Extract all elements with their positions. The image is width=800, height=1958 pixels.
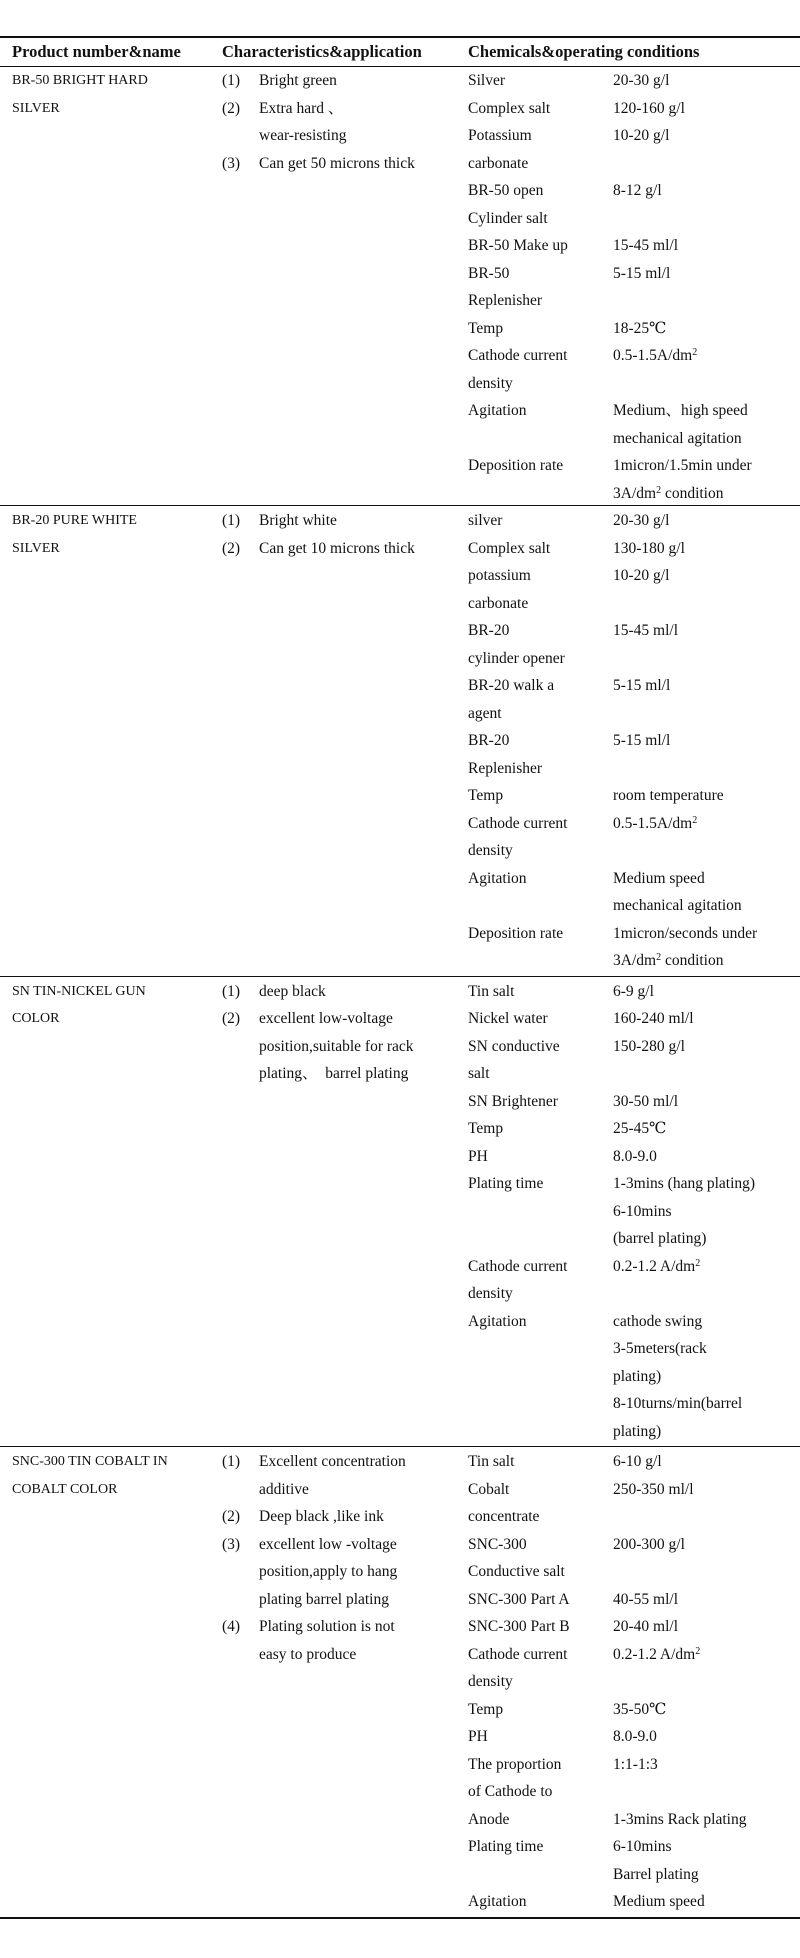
condition-value: 18-25℃ bbox=[613, 320, 667, 337]
chemical-label: BR-20 bbox=[468, 622, 510, 639]
feature-text: excellent low -voltage bbox=[259, 1536, 397, 1553]
chemical-label: BR-50 open bbox=[468, 182, 544, 199]
condition-value: 130-180 g/l bbox=[613, 540, 685, 557]
feature-number: (2) bbox=[222, 100, 241, 117]
condition-value: $3A/dm^2$ condition bbox=[613, 952, 724, 969]
condition-value: 120-160 g/l bbox=[613, 100, 685, 117]
feature-text: position,apply to hang bbox=[259, 1563, 398, 1580]
condition-value: Medium、high speed bbox=[613, 402, 748, 419]
chemical-label: Agitation bbox=[468, 870, 527, 887]
header-chemicals: Chemicals&operating conditions bbox=[468, 42, 700, 61]
condition-value: 6-9 g/l bbox=[613, 983, 654, 1000]
condition-value: 1:1-1:3 bbox=[613, 1756, 658, 1773]
chemical-label: Replenisher bbox=[468, 760, 543, 777]
condition-value: 200-300 g/l bbox=[613, 1536, 685, 1553]
condition-value: 8-10turns/min(barrel bbox=[613, 1395, 743, 1412]
product-name-line2: SILVER bbox=[12, 541, 60, 556]
feature-text: plating、 barrel plating bbox=[259, 1065, 409, 1082]
chemical-label: Plating time bbox=[468, 1175, 544, 1192]
chemical-label: density bbox=[468, 842, 513, 859]
chemical-label: density bbox=[468, 1285, 513, 1302]
chemical-label: SNC-300 Part A bbox=[468, 1591, 570, 1608]
chemical-label: Cathode current bbox=[468, 815, 568, 832]
chemical-label: Cylinder salt bbox=[468, 210, 548, 227]
chemical-label: Tin salt bbox=[468, 983, 515, 1000]
feature-number: (1) bbox=[222, 1453, 241, 1470]
condition-value: $0.5-1.5A/dm^2$ bbox=[613, 347, 698, 364]
feature-text: Extra hard 、 bbox=[259, 100, 344, 117]
condition-value: 25-45℃ bbox=[613, 1120, 667, 1137]
feature-text: Deep black ,like ink bbox=[259, 1508, 384, 1525]
header-characteristics: Characteristics&application bbox=[222, 42, 422, 61]
condition-value: Barrel plating bbox=[613, 1866, 699, 1883]
condition-value: plating) bbox=[613, 1368, 662, 1385]
product-name: BR-50 BRIGHT HARD bbox=[12, 73, 148, 88]
feature-number: (2) bbox=[222, 1010, 241, 1027]
chemical-label: carbonate bbox=[468, 155, 529, 172]
chemical-label: density bbox=[468, 1673, 513, 1690]
header-divider bbox=[0, 66, 800, 67]
feature-text: position,suitable for rack bbox=[259, 1038, 414, 1055]
condition-value: 10-20 g/l bbox=[613, 567, 670, 584]
condition-value: mechanical agitation bbox=[613, 897, 742, 914]
chemical-label: Conductive salt bbox=[468, 1563, 565, 1580]
chemical-label: Tin salt bbox=[468, 1453, 515, 1470]
bottom-border bbox=[0, 1917, 800, 1919]
chemical-label: potassium bbox=[468, 567, 531, 584]
feature-text: excellent low-voltage bbox=[259, 1010, 393, 1027]
condition-value: 8.0-9.0 bbox=[613, 1728, 657, 1745]
chemical-label: Agitation bbox=[468, 1313, 527, 1330]
chemical-label: Nickel water bbox=[468, 1010, 548, 1027]
chemical-label: Complex salt bbox=[468, 540, 551, 557]
chemical-label: density bbox=[468, 375, 513, 392]
condition-value: 5-15 ml/l bbox=[613, 677, 671, 694]
condition-value: 5-15 ml/l bbox=[613, 732, 671, 749]
condition-value: 20-30 g/l bbox=[613, 72, 670, 89]
row-divider-1 bbox=[0, 505, 800, 506]
feature-text: Bright green bbox=[259, 72, 337, 89]
chemical-label: Agitation bbox=[468, 402, 527, 419]
condition-value: Medium speed bbox=[613, 870, 705, 887]
chemical-label: PH bbox=[468, 1728, 488, 1745]
condition-value: Medium speed bbox=[613, 1893, 705, 1910]
condition-value: 35-50℃ bbox=[613, 1701, 667, 1718]
condition-value: 0.2-1.2 $A/dm^2$ bbox=[613, 1258, 701, 1275]
condition-value: 10-20 g/l bbox=[613, 127, 670, 144]
chemical-label: Cobalt bbox=[468, 1481, 510, 1498]
condition-value: 8.0-9.0 bbox=[613, 1148, 657, 1165]
feature-text: Can get 10 microns thick bbox=[259, 540, 415, 557]
condition-value: 1-3mins (hang plating) bbox=[613, 1175, 756, 1192]
chemical-label: BR-20 walk a bbox=[468, 677, 555, 694]
product-name: BR-20 PURE WHITE bbox=[12, 513, 137, 528]
chemical-label: Agitation bbox=[468, 1893, 527, 1910]
chemical-label: Deposition rate bbox=[468, 457, 564, 474]
condition-value: mechanical agitation bbox=[613, 430, 742, 447]
condition-value: $0.5-1.5A/dm^2$ bbox=[613, 815, 698, 832]
condition-value: 250-350 ml/l bbox=[613, 1481, 694, 1498]
condition-value: 20-40 ml/l bbox=[613, 1618, 679, 1635]
condition-value: $3A/dm^2$ condition bbox=[613, 485, 724, 502]
feature-text: deep black bbox=[259, 983, 326, 1000]
chemical-label: Cathode current bbox=[468, 1258, 568, 1275]
condition-value: 15-45 ml/l bbox=[613, 237, 679, 254]
chemical-label: Temp bbox=[468, 1701, 504, 1718]
feature-number: (3) bbox=[222, 1536, 241, 1553]
condition-value: 3-5meters(rack bbox=[613, 1340, 707, 1357]
condition-value: 6-10mins bbox=[613, 1203, 672, 1220]
chemical-label: Anode bbox=[468, 1811, 510, 1828]
chemical-label: salt bbox=[468, 1065, 490, 1082]
feature-text: Excellent concentration bbox=[259, 1453, 406, 1470]
condition-value: 150-280 g/l bbox=[613, 1038, 685, 1055]
chemical-label: of Cathode to bbox=[468, 1783, 553, 1800]
feature-number: (3) bbox=[222, 155, 241, 172]
condition-value: 30-50 ml/l bbox=[613, 1093, 679, 1110]
condition-value: 1micron/seconds under bbox=[613, 925, 758, 942]
condition-value: plating) bbox=[613, 1423, 662, 1440]
chemical-label: BR-50 Make up bbox=[468, 237, 568, 254]
feature-text: additive bbox=[259, 1481, 309, 1498]
chemical-label: Cathode current bbox=[468, 347, 568, 364]
header-product: Product number&name bbox=[12, 42, 181, 61]
condition-value: 160-240 ml/l bbox=[613, 1010, 694, 1027]
condition-value: 40-55 ml/l bbox=[613, 1591, 679, 1608]
condition-value: 20-30 g/l bbox=[613, 512, 670, 529]
condition-value: 1micron/1.5min under bbox=[613, 457, 752, 474]
feature-text: wear-resisting bbox=[259, 127, 347, 144]
product-name: SNC-300 TIN COBALT IN bbox=[12, 1454, 168, 1469]
chemical-label: SNC-300 bbox=[468, 1536, 527, 1553]
product-name-line2: SILVER bbox=[12, 101, 60, 116]
chemical-label: SNC-300 Part B bbox=[468, 1618, 570, 1635]
row-divider-2 bbox=[0, 976, 800, 977]
feature-number: (2) bbox=[222, 1508, 241, 1525]
chemical-label: agent bbox=[468, 705, 502, 722]
chemical-label: BR-50 bbox=[468, 265, 510, 282]
feature-number: (4) bbox=[222, 1618, 241, 1635]
condition-value: cathode swing bbox=[613, 1313, 703, 1330]
feature-number: (1) bbox=[222, 72, 241, 89]
condition-value: (barrel plating) bbox=[613, 1230, 707, 1247]
feature-number: (1) bbox=[222, 983, 241, 1000]
chemical-label: Potassium bbox=[468, 127, 532, 144]
condition-value: 1-3mins Rack plating bbox=[613, 1811, 747, 1828]
chemical-label: cylinder opener bbox=[468, 650, 565, 667]
chemical-label: SN Brightener bbox=[468, 1093, 558, 1110]
chemical-label: carbonate bbox=[468, 595, 529, 612]
condition-value: 8-12 g/l bbox=[613, 182, 662, 199]
feature-number: (1) bbox=[222, 512, 241, 529]
condition-value: 15-45 ml/l bbox=[613, 622, 679, 639]
feature-text: Bright white bbox=[259, 512, 337, 529]
chemical-label: Replenisher bbox=[468, 292, 543, 309]
chemical-label: Temp bbox=[468, 320, 504, 337]
chemical-label: Deposition rate bbox=[468, 925, 564, 942]
feature-text: easy to produce bbox=[259, 1646, 357, 1663]
chemical-label: PH bbox=[468, 1148, 488, 1165]
feature-text: plating barrel plating bbox=[259, 1591, 389, 1608]
chemical-label: concentrate bbox=[468, 1508, 540, 1525]
product-name: SN TIN-NICKEL GUN bbox=[12, 984, 146, 999]
chemical-label: Silver bbox=[468, 72, 506, 89]
chemical-label: silver bbox=[468, 512, 503, 529]
condition-value: room temperature bbox=[613, 787, 724, 804]
row-divider-3 bbox=[0, 1446, 800, 1447]
chemical-label: Plating time bbox=[468, 1838, 544, 1855]
condition-value: 6-10mins bbox=[613, 1838, 672, 1855]
product-name-line2: COBALT COLOR bbox=[12, 1482, 118, 1497]
chemical-label: Complex salt bbox=[468, 100, 551, 117]
chemical-label: SN conductive bbox=[468, 1038, 560, 1055]
condition-value: 6-10 g/l bbox=[613, 1453, 662, 1470]
top-border bbox=[0, 36, 800, 38]
chemical-label: Cathode current bbox=[468, 1646, 568, 1663]
condition-value: 5-15 ml/l bbox=[613, 265, 671, 282]
product-name-line2: COLOR bbox=[12, 1011, 60, 1026]
condition-value: 0.2-1.2 $A/dm^2$ bbox=[613, 1646, 701, 1663]
chemical-label: Temp bbox=[468, 787, 504, 804]
feature-text: Can get 50 microns thick bbox=[259, 155, 415, 172]
chemical-label: BR-20 bbox=[468, 732, 510, 749]
feature-text: Plating solution is not bbox=[259, 1618, 395, 1635]
chemical-label: The proportion bbox=[468, 1756, 562, 1773]
feature-number: (2) bbox=[222, 540, 241, 557]
chemical-label: Temp bbox=[468, 1120, 504, 1137]
